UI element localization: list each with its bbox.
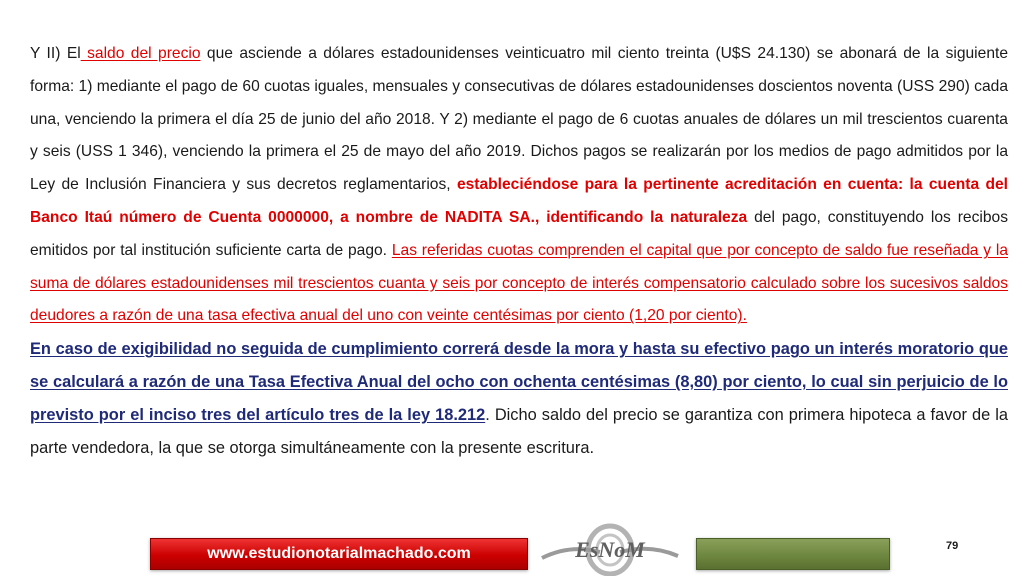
text-bank-account: estableciéndose para la pertinente acreditación en cuenta: la cuenta del Banco Itaú número de Cuenta 0000000, a nombre de NADITA SA., identificando la naturaleza (30, 176, 1009, 226)
green-footer-box (696, 538, 890, 570)
page-number: 79 (946, 540, 959, 552)
text-default-interest: En caso de exigibilidad no seguida de cumplimiento correrá desde la mora y hasta su efectivo pago un interés moratorio que se calculará a razón de una Tasa Efectiva Anual del ocho con ochenta centésimas (8,80) por ciento, lo cual sin perjuicio de lo previsto por el inciso tres del artículo tres de la ley 18.212 (30, 340, 1008, 424)
paragraph-default-interest (30, 333, 1008, 464)
slide-body (30, 38, 1008, 464)
paragraph-payment-terms (30, 38, 1008, 333)
text-mortgage: . Dicho saldo del precio se garantiza con primera hipoteca a favor de la parte vendedora, la que se otorga simultáneamente con la presente escritura. (30, 405, 1009, 457)
website-link-button[interactable] (150, 538, 528, 570)
text-payment-details: que asciende a dólares estadounidenses veinticuatro mil ciento treinta (U$S 24.130) se abonará de la siguiente forma: 1) mediante el pago de 60 cuotas iguales, mensuales y consecutivas de dólares estadounidenses doscientos noventa (USS 290) cada una, venciendo la primera el día 25 de junio del año 2018. Y 2) mediante el pago de 6 cuotas anuales de dólares un mil trescientos cuarenta y seis (USS 1 346), venciendo la primera el 25 de mayo del año 2019. Dichos pagos se realizarán por los medios de pago admitidos por la Ley de Inclusión Financiera y sus decretos reglamentarios, (30, 45, 1008, 194)
logo-text: EsNoM (575, 537, 645, 562)
text-receipts: del pago, constituyendo los recibos emitidos por tal institución suficiente carta de pago. (30, 208, 1008, 259)
text-saldo-precio: saldo del precio (80, 45, 201, 62)
text-interest-compensatory: Las referidas cuotas comprenden el capital que por concepto de saldo fue reseñada y la suma de dólares estadounidenses mil trescientos cuanta y seis por concepto de interés compensatorio calculado sobre los sucesivos saldos deudores a razón de una tasa efectiva anual del uno con veinte centésimas por ciento (1,20 por ciento). (30, 241, 1008, 325)
text-intro: Y II) El (30, 45, 81, 62)
notary-logo (540, 522, 680, 576)
website-url: www.estudionotarialmachado.com (207, 545, 471, 562)
